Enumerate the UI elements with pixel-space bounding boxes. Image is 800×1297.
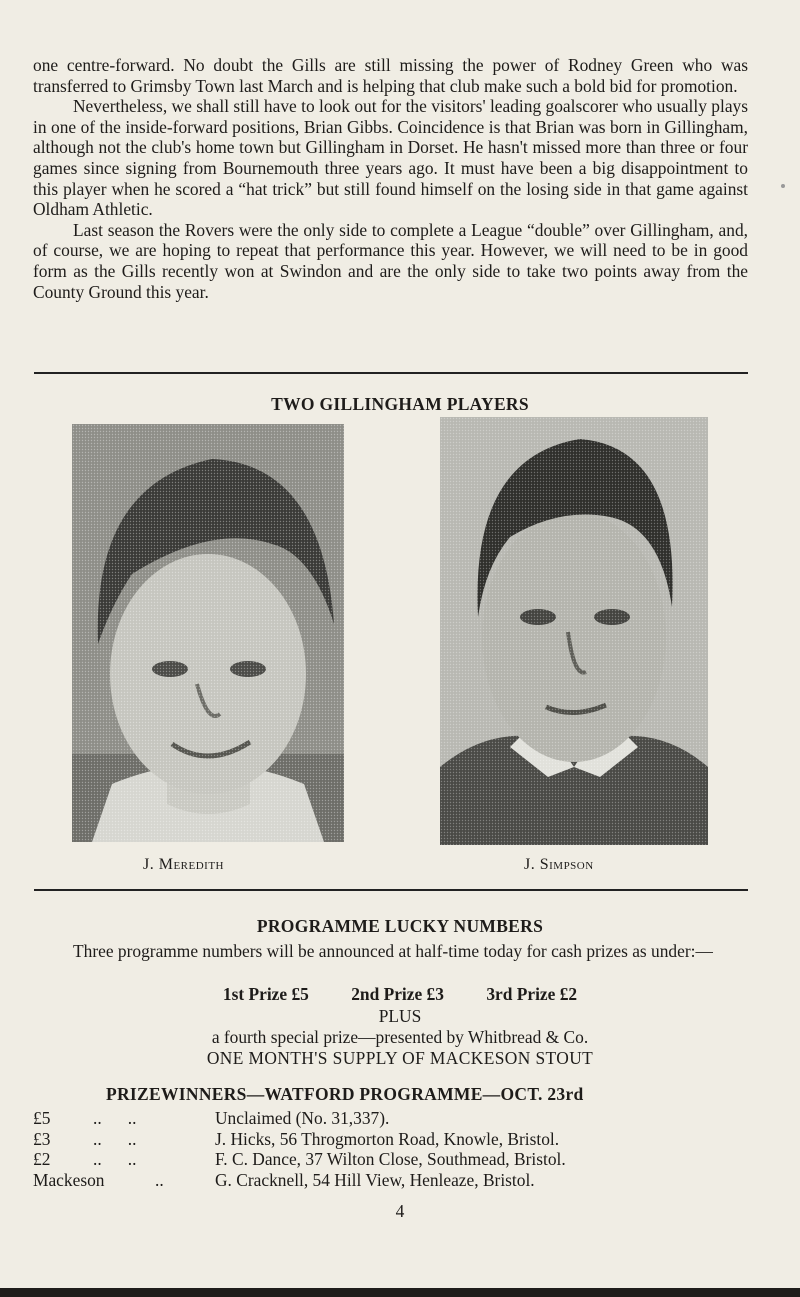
winner-name: F. C. Dance, 37 Wilton Close, Southmead, Bristol. bbox=[215, 1149, 566, 1169]
prize-second: 2nd Prize £3 bbox=[351, 984, 444, 1004]
mackeson-supply-line: ONE MONTH'S SUPPLY OF MACKESON STOUT bbox=[206, 1048, 594, 1068]
special-prize-line: a fourth special prize—presented by Whitbread & Co. bbox=[211, 1027, 589, 1047]
page-number: 4 bbox=[395, 1201, 405, 1221]
player-photo-simpson bbox=[440, 417, 708, 845]
article-paragraph: Last season the Rovers were the only side to complete a League “double” over Gillingham, and, of course, we are hoping to repeat that performance this year. However, we will need to be in good form as the Gills recently won at Swindon and are the only side to take two points away from the County Ground this year. bbox=[33, 219, 748, 302]
prizewinners-heading: PRIZEWINNERS—WATFORD PROGRAMME—OCT. 23rd bbox=[106, 1084, 584, 1104]
winner-prize: £3 bbox=[33, 1128, 51, 1149]
winner-row bbox=[33, 1149, 566, 1170]
plus-label: PLUS bbox=[378, 1006, 422, 1026]
winner-row bbox=[33, 1170, 566, 1191]
prize-first: 1st Prize £5 bbox=[222, 984, 309, 1004]
lucky-numbers-intro: Three programme numbers will be announced at half-time today for cash prizes as under:— bbox=[73, 941, 713, 961]
leader-dots: .. bbox=[155, 1169, 164, 1190]
winner-row bbox=[33, 1129, 566, 1150]
print-speck bbox=[781, 184, 785, 188]
portrait-simpson-image bbox=[440, 417, 708, 845]
article-text bbox=[33, 55, 748, 302]
prize-list bbox=[0, 984, 800, 1005]
caption-simpson: J. Simpson bbox=[524, 856, 594, 873]
divider bbox=[34, 372, 748, 374]
leader-dots: .. .. bbox=[93, 1128, 137, 1149]
prizewinners-list bbox=[33, 1108, 566, 1190]
winner-name: G. Cracknell, 54 Hill View, Henleaze, Bristol. bbox=[215, 1169, 535, 1190]
leader-dots: .. .. bbox=[93, 1108, 137, 1128]
winner-prize: £2 bbox=[33, 1149, 51, 1169]
winner-name: J. Hicks, 56 Throgmorton Road, Knowle, Bristol. bbox=[215, 1128, 560, 1149]
winner-prize: Mackeson bbox=[33, 1169, 105, 1190]
divider bbox=[34, 889, 748, 891]
portrait-meredith-image bbox=[72, 424, 344, 842]
player-photo-meredith bbox=[72, 424, 344, 842]
caption-meredith: J. Meredith bbox=[143, 856, 224, 873]
article-paragraph: Nevertheless, we shall still have to look out for the visitors' leading goalscorer who usually plays in one of the inside-forward positions, Brian Gibbs. Coincidence is that Brian was born in Gillingham, although not the club's home town but Gillingham in Dorset. He hasn't missed more than three or four games since signing from Bournemouth three years ago. It must have been a big disappointment to this player when he scored a “hat trick” but still found himself on the losing side in that game against Oldham Athletic. bbox=[33, 96, 748, 220]
prize-third: 3rd Prize £2 bbox=[486, 984, 578, 1004]
article-paragraph: one centre-forward. No doubt the Gills are still missing the power of Rodney Green who was transferred to Grimsby Town last March and is helping that club make such a bold bid for promotion. bbox=[33, 55, 748, 96]
players-heading: TWO GILLINGHAM PLAYERS bbox=[271, 394, 529, 414]
page-bottom-edge bbox=[0, 1288, 800, 1297]
winner-row bbox=[33, 1108, 566, 1129]
leader-dots: .. .. bbox=[93, 1149, 137, 1169]
lucky-numbers-heading: PROGRAMME LUCKY NUMBERS bbox=[256, 916, 544, 936]
winner-name: Unclaimed (No. 31,337). bbox=[215, 1108, 390, 1128]
winner-prize: £5 bbox=[33, 1108, 51, 1128]
